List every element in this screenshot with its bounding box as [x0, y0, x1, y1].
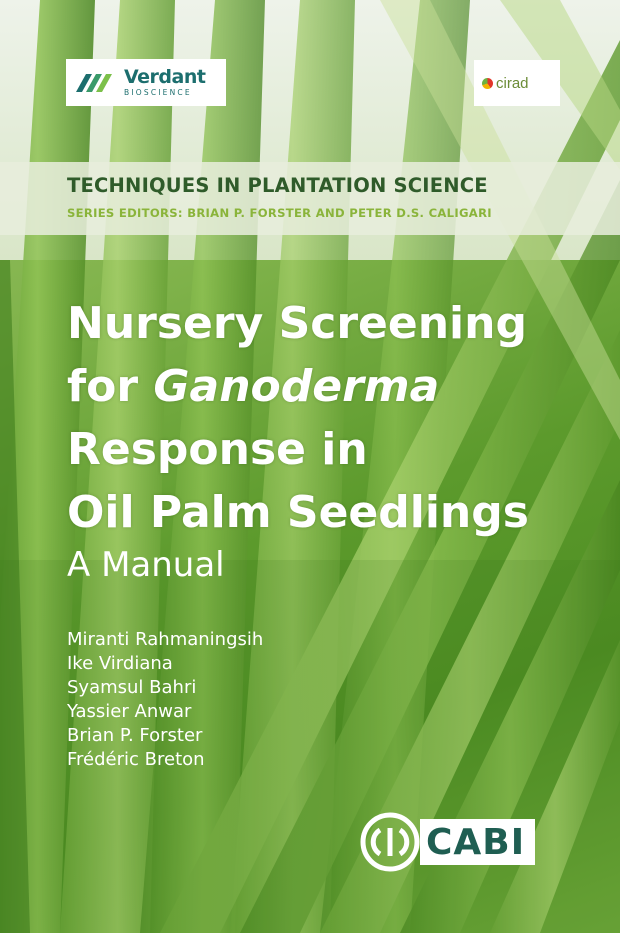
series-title: TECHNIQUES IN PLANTATION SCIENCE: [67, 174, 488, 197]
author-name: Miranti Rahmaningsih: [67, 629, 264, 650]
cabi-emblem-icon: [360, 812, 420, 872]
cirad-emblem-icon: [482, 78, 493, 89]
verdant-bioscience-logo: [66, 59, 226, 106]
title-line-2-prefix: for: [67, 361, 154, 412]
cabi-logo: [360, 812, 558, 872]
verdant-leaf-icon: [74, 70, 118, 96]
author-name: Ike Virdiana: [67, 653, 173, 674]
verdant-subtitle: BIOSCIENCE: [124, 88, 192, 98]
book-subtitle: A Manual: [67, 545, 225, 585]
title-line-4: Oil Palm Seedlings: [67, 487, 529, 538]
series-band: [0, 162, 620, 235]
book-title: [67, 292, 529, 544]
author-name: Syamsul Bahri: [67, 677, 197, 698]
cabi-name: CABI: [420, 819, 535, 865]
cirad-logo: [474, 60, 560, 106]
author-name: Brian P. Forster: [67, 725, 203, 746]
author-name: Frédéric Breton: [67, 749, 205, 770]
cirad-name: cirad: [496, 74, 529, 92]
verdant-name: Verdant: [124, 66, 206, 89]
title-line-1: Nursery Screening: [67, 298, 527, 349]
title-line-2-italic: Ganoderma: [153, 361, 440, 412]
title-line-3: Response in: [67, 424, 368, 475]
author-list: [67, 628, 263, 772]
author-name: Yassier Anwar: [67, 701, 192, 722]
series-editors: SERIES EDITORS: BRIAN P. FORSTER AND PETER D.S. CALIGARI: [67, 206, 492, 220]
